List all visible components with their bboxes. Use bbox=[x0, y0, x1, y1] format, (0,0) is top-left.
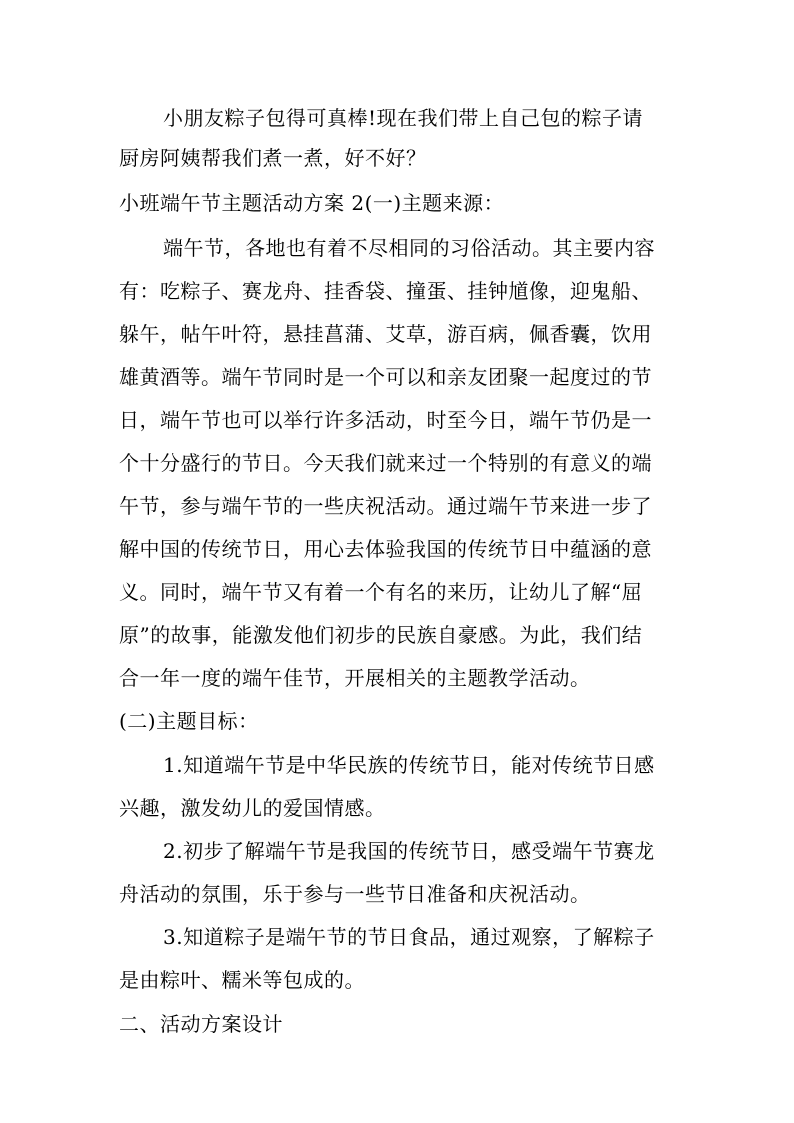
text-line: 解中国的传统节日，用心去体验我国的传统节日中蕴涵的意 bbox=[119, 537, 652, 561]
text-line: 合一年一度的端午佳节，开展相关的主题教学活动。 bbox=[119, 666, 591, 690]
text-line: 原”的故事，能激发他们初步的民族自豪感。为此，我们结 bbox=[119, 623, 643, 647]
text-line: 雄黄酒等。端午节同时是一个可以和亲友团聚一起度过的节 bbox=[119, 365, 652, 389]
text-line: 舟活动的氛围，乐于参与一些节日准备和庆祝活动。 bbox=[119, 882, 591, 906]
section-heading: 小班端午节主题活动方案 2(一)主题来源： bbox=[119, 191, 505, 215]
section-heading: 二、活动方案设计 bbox=[119, 1012, 283, 1036]
text-line: 小朋友粽子包得可真棒!现在我们带上自己包的粽子请 bbox=[163, 106, 644, 130]
text-line: 午节，参与端午节的一些庆祝活动。通过端午节来进一步了 bbox=[119, 494, 652, 518]
text-line: 是由粽叶、糯米等包成的。 bbox=[119, 968, 365, 992]
text-line: 端午节，各地也有着不尽相同的习俗活动。其主要内容 bbox=[163, 236, 655, 260]
text-line: 日，端午节也可以举行许多活动，时至今日，端午节仍是一 bbox=[119, 408, 652, 432]
list-item: 3.知道粽子是端午节的节日食品，通过观察，了解粽子 bbox=[163, 925, 655, 949]
text-line: 躲午，帖午叶符，悬挂菖蒲、艾草，游百病，佩香囊，饮用 bbox=[119, 322, 652, 346]
text-line: 厨房阿姨帮我们煮一煮，好不好？ bbox=[119, 146, 427, 170]
list-item: 1.知道端午节是中华民族的传统节日，能对传统节日感 bbox=[163, 753, 655, 777]
text-line: 义。同时，端午节又有着一个有名的来历，让幼儿了解“屈 bbox=[119, 580, 643, 604]
text-line: 有：吃粽子、赛龙舟、挂香袋、撞蛋、挂钟馗像，迎鬼船、 bbox=[119, 279, 652, 303]
list-item: 2.初步了解端午节是我国的传统节日，感受端午节赛龙 bbox=[163, 839, 655, 863]
text-line: 兴趣，激发幼儿的爱国情感。 bbox=[119, 796, 386, 820]
section-heading: (二)主题目标： bbox=[119, 709, 259, 733]
text-line: 个十分盛行的节日。今天我们就来过一个特别的有意义的端 bbox=[119, 451, 652, 475]
